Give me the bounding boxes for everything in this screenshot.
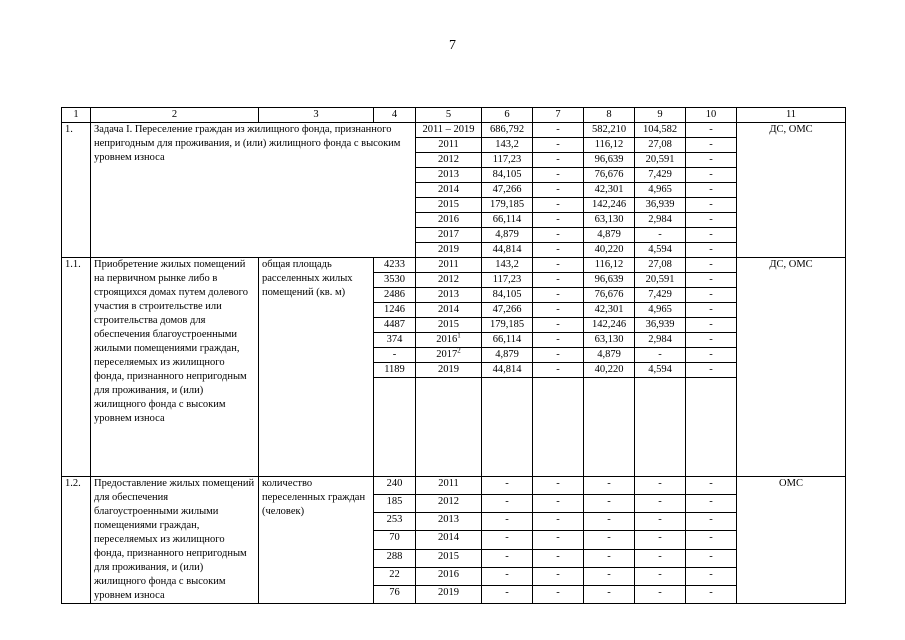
empty-cell (374, 434, 416, 448)
empty-cell (374, 420, 416, 434)
year-value: 2017 (436, 349, 458, 360)
other-value: - (686, 243, 737, 258)
empty-cell (416, 448, 482, 462)
empty-cell (416, 378, 482, 393)
year-cell (416, 333, 482, 348)
indicator-value: 4487 (374, 318, 416, 333)
year-value: 2011 – 2019 (422, 124, 475, 135)
federal-value: - (533, 123, 584, 138)
year-value: 2014 (438, 304, 459, 315)
year-value: 2013 (438, 169, 459, 180)
total-value: 84,105 (482, 168, 533, 183)
local-value: - (635, 531, 686, 549)
year-cell (416, 228, 482, 243)
empty-cell (584, 392, 635, 406)
year-value: 2012 (438, 496, 459, 508)
indicator-value: 1246 (374, 303, 416, 318)
total-value: 4,879 (482, 348, 533, 363)
indicator-value: 288 (374, 549, 416, 567)
year-cell (416, 348, 482, 363)
other-value: - (686, 228, 737, 243)
federal-value: - (533, 549, 584, 567)
local-value: 27,08 (635, 138, 686, 153)
empty-cell (416, 392, 482, 406)
empty-cell (686, 434, 737, 448)
total-value: 686,792 (482, 123, 533, 138)
year-value: 2019 (438, 364, 459, 375)
empty-cell (416, 434, 482, 448)
local-value: 2,984 (635, 333, 686, 348)
empty-cell (482, 448, 533, 462)
year-cell (416, 531, 482, 549)
total-value: 66,114 (482, 213, 533, 228)
empty-cell (635, 448, 686, 462)
header-cell-2: 2 (91, 108, 259, 123)
empty-cell (533, 448, 584, 462)
federal-value: - (533, 585, 584, 603)
federal-value: - (533, 243, 584, 258)
empty-cell (374, 448, 416, 462)
regional-value: 582,210 (584, 123, 635, 138)
executor-cell: ДС, ОМС (737, 123, 846, 258)
empty-cell (416, 420, 482, 434)
other-value: - (686, 288, 737, 303)
local-value: - (635, 477, 686, 495)
local-value: - (635, 567, 686, 585)
other-value: - (686, 123, 737, 138)
local-value: - (635, 228, 686, 243)
year-value: 2015 (438, 319, 459, 330)
indicator-name: общая площадь расселенных жилых помещений (кв. м) (259, 258, 374, 477)
other-value: - (686, 168, 737, 183)
federal-value: - (533, 531, 584, 549)
total-value: - (482, 495, 533, 513)
year-cell (416, 288, 482, 303)
regional-value: - (584, 567, 635, 585)
empty-cell (584, 462, 635, 477)
header-cell-5: 5 (416, 108, 482, 123)
empty-cell (482, 434, 533, 448)
total-value: 84,105 (482, 288, 533, 303)
empty-cell (686, 462, 737, 477)
header-cell-3: 3 (259, 108, 374, 123)
local-value: 36,939 (635, 318, 686, 333)
total-value: 4,879 (482, 228, 533, 243)
empty-cell (635, 420, 686, 434)
indicator-value: 253 (374, 513, 416, 531)
other-value: - (686, 138, 737, 153)
year-cell (416, 303, 482, 318)
regional-value: - (584, 495, 635, 513)
regional-value: 63,130 (584, 213, 635, 228)
local-value: 4,965 (635, 303, 686, 318)
regional-value: 96,639 (584, 273, 635, 288)
year-cell (416, 363, 482, 378)
executor-cell: ДС, ОМС (737, 258, 846, 477)
total-value: 117,23 (482, 273, 533, 288)
year-value: 2016 (436, 334, 458, 345)
year-cell (416, 138, 482, 153)
year-value: 2011 (438, 259, 459, 270)
empty-cell (482, 378, 533, 393)
section-number: 1.1. (62, 258, 91, 477)
year-cell (416, 477, 482, 495)
year-value: 2013 (438, 514, 459, 526)
year-cell (416, 183, 482, 198)
section-name: Задача I. Переселение граждан из жилищного фонда, признанного непригодным для проживания, и (или) жилищного фонда с высоким уровнем износа (91, 123, 416, 258)
total-value: 44,814 (482, 363, 533, 378)
indicator-value: 2486 (374, 288, 416, 303)
indicator-value: - (374, 348, 416, 363)
empty-cell (416, 462, 482, 477)
total-value: 44,814 (482, 243, 533, 258)
regional-value: 142,246 (584, 198, 635, 213)
empty-cell (584, 434, 635, 448)
total-value: 66,114 (482, 333, 533, 348)
total-value: 117,23 (482, 153, 533, 168)
year-value: 2015 (438, 199, 459, 210)
federal-value: - (533, 348, 584, 363)
other-value: - (686, 183, 737, 198)
empty-cell (482, 392, 533, 406)
total-value: 179,185 (482, 198, 533, 213)
year-cell (416, 258, 482, 273)
local-value: 104,582 (635, 123, 686, 138)
empty-cell (686, 406, 737, 420)
other-value: - (686, 531, 737, 549)
federal-value: - (533, 273, 584, 288)
year-value: 2019 (438, 244, 459, 255)
header-cell-11: 11 (737, 108, 846, 123)
year-cell (416, 153, 482, 168)
empty-cell (533, 420, 584, 434)
empty-cell (482, 406, 533, 420)
total-value: - (482, 567, 533, 585)
federal-value: - (533, 318, 584, 333)
year-value: 2015 (438, 550, 459, 562)
empty-cell (635, 434, 686, 448)
other-value: - (686, 585, 737, 603)
local-value: 7,429 (635, 168, 686, 183)
empty-cell (374, 462, 416, 477)
empty-cell (482, 462, 533, 477)
year-value: 2012 (438, 154, 459, 165)
total-value: 179,185 (482, 318, 533, 333)
local-value: 20,591 (635, 153, 686, 168)
other-value: - (686, 153, 737, 168)
program-table (61, 107, 846, 604)
other-value: - (686, 258, 737, 273)
year-cell (416, 243, 482, 258)
local-value: - (635, 585, 686, 603)
federal-value: - (533, 477, 584, 495)
regional-value: 76,676 (584, 288, 635, 303)
indicator-value: 22 (374, 567, 416, 585)
other-value: - (686, 363, 737, 378)
regional-value: - (584, 585, 635, 603)
empty-cell (686, 378, 737, 393)
empty-cell (635, 378, 686, 393)
year-cell (416, 495, 482, 513)
total-value: - (482, 513, 533, 531)
year-cell (416, 168, 482, 183)
regional-value: - (584, 477, 635, 495)
year-value: 2019 (438, 586, 459, 598)
other-value: - (686, 273, 737, 288)
year-cell (416, 585, 482, 603)
regional-value: 96,639 (584, 153, 635, 168)
federal-value: - (533, 213, 584, 228)
total-value: - (482, 477, 533, 495)
empty-cell (584, 420, 635, 434)
other-value: - (686, 318, 737, 333)
indicator-value: 4233 (374, 258, 416, 273)
table-row (62, 477, 846, 495)
federal-value: - (533, 168, 584, 183)
year-cell (416, 273, 482, 288)
regional-value: 116,12 (584, 138, 635, 153)
local-value: - (635, 513, 686, 531)
header-cell-9: 9 (635, 108, 686, 123)
indicator-value: 374 (374, 333, 416, 348)
other-value: - (686, 513, 737, 531)
empty-cell (584, 378, 635, 393)
other-value: - (686, 567, 737, 585)
local-value: - (635, 495, 686, 513)
local-value: - (635, 549, 686, 567)
year-value: 2014 (438, 532, 459, 544)
federal-value: - (533, 258, 584, 273)
total-value: - (482, 585, 533, 603)
indicator-value: 76 (374, 585, 416, 603)
total-value: 143,2 (482, 258, 533, 273)
empty-cell (374, 406, 416, 420)
regional-value: - (584, 513, 635, 531)
year-value: 2014 (438, 184, 459, 195)
regional-value: 4,879 (584, 348, 635, 363)
federal-value: - (533, 153, 584, 168)
local-value: 4,594 (635, 243, 686, 258)
header-cell-8: 8 (584, 108, 635, 123)
regional-value: - (584, 531, 635, 549)
year-value: 2011 (438, 478, 459, 489)
indicator-value: 1189 (374, 363, 416, 378)
year-cell (416, 513, 482, 531)
empty-cell (686, 420, 737, 434)
local-value: 4,594 (635, 363, 686, 378)
indicator-value: 3530 (374, 273, 416, 288)
other-value: - (686, 549, 737, 567)
local-value: 7,429 (635, 288, 686, 303)
local-value: 20,591 (635, 273, 686, 288)
other-value: - (686, 495, 737, 513)
empty-cell (533, 462, 584, 477)
empty-cell (482, 420, 533, 434)
local-value: 2,984 (635, 213, 686, 228)
federal-value: - (533, 513, 584, 531)
table-row (62, 123, 846, 138)
indicator-value: 240 (374, 477, 416, 495)
header-cell-7: 7 (533, 108, 584, 123)
empty-cell (686, 392, 737, 406)
executor-cell: ОМС (737, 477, 846, 604)
local-value: 27,08 (635, 258, 686, 273)
federal-value: - (533, 567, 584, 585)
federal-value: - (533, 183, 584, 198)
section-name: Приобретение жилых помещений на первичном рынке либо в строящихся домах путем долевого участия в строительстве или строительства домов для обеспечения благоустроенными жилыми помещениями граждан, переселяемых из жилищного фонда, признанного непригодным для проживания, и (или) жилищного фонда с высоким уровнем износа (91, 258, 259, 477)
federal-value: - (533, 288, 584, 303)
local-value: 4,965 (635, 183, 686, 198)
header-cell-10: 10 (686, 108, 737, 123)
page-number: 7 (449, 38, 456, 53)
other-value: - (686, 198, 737, 213)
regional-value: 40,220 (584, 243, 635, 258)
regional-value: 142,246 (584, 318, 635, 333)
federal-value: - (533, 495, 584, 513)
regional-value: 116,12 (584, 258, 635, 273)
other-value: - (686, 348, 737, 363)
empty-cell (584, 406, 635, 420)
table-row (62, 258, 846, 273)
federal-value: - (533, 138, 584, 153)
section-number: 1. (62, 123, 91, 258)
regional-value: 42,301 (584, 183, 635, 198)
year-value: 2013 (438, 289, 459, 300)
regional-value: 63,130 (584, 333, 635, 348)
federal-value: - (533, 228, 584, 243)
other-value: - (686, 213, 737, 228)
year-cell (416, 198, 482, 213)
regional-value: - (584, 549, 635, 567)
federal-value: - (533, 198, 584, 213)
year-value: 2017 (438, 229, 459, 240)
year-value: 2012 (438, 274, 459, 285)
other-value: - (686, 477, 737, 495)
federal-value: - (533, 333, 584, 348)
indicator-value: 185 (374, 495, 416, 513)
empty-cell (416, 406, 482, 420)
year-value: 2011 (438, 139, 459, 150)
empty-cell (635, 406, 686, 420)
local-value: - (635, 348, 686, 363)
total-value: - (482, 549, 533, 567)
header-row (62, 108, 846, 123)
year-cell (416, 318, 482, 333)
indicator-value: 70 (374, 531, 416, 549)
header-cell-1: 1 (62, 108, 91, 123)
year-value: 2016 (438, 568, 459, 580)
regional-value: 42,301 (584, 303, 635, 318)
header-cell-6: 6 (482, 108, 533, 123)
year-cell (416, 213, 482, 228)
empty-cell (635, 462, 686, 477)
total-value: 47,266 (482, 183, 533, 198)
section-number: 1.2. (62, 477, 91, 604)
footnote-mark: 2 (457, 347, 461, 355)
section-name: Предоставление жилых помещений для обеспечения благоустроенными жилыми помещениями граждан, переселяемых из жилищного фонда, признанного непригодным для проживания, и (или) жилищного фонда с высоким уровнем износа (91, 477, 259, 604)
regional-value: 76,676 (584, 168, 635, 183)
indicator-name: количество переселенных граждан (человек) (259, 477, 374, 604)
empty-cell (533, 434, 584, 448)
empty-cell (533, 406, 584, 420)
year-value: 2016 (438, 214, 459, 225)
federal-value: - (533, 303, 584, 318)
empty-cell (533, 392, 584, 406)
total-value: - (482, 531, 533, 549)
year-cell (416, 123, 482, 138)
year-cell (416, 549, 482, 567)
total-value: 143,2 (482, 138, 533, 153)
federal-value: - (533, 363, 584, 378)
total-value: 47,266 (482, 303, 533, 318)
header-cell-4: 4 (374, 108, 416, 123)
empty-cell (374, 378, 416, 393)
empty-cell (584, 448, 635, 462)
local-value: 36,939 (635, 198, 686, 213)
other-value: - (686, 333, 737, 348)
other-value: - (686, 303, 737, 318)
empty-cell (374, 392, 416, 406)
year-cell (416, 567, 482, 585)
empty-cell (686, 448, 737, 462)
regional-value: 4,879 (584, 228, 635, 243)
empty-cell (533, 378, 584, 393)
empty-cell (635, 392, 686, 406)
regional-value: 40,220 (584, 363, 635, 378)
footnote-mark: 1 (457, 332, 461, 340)
